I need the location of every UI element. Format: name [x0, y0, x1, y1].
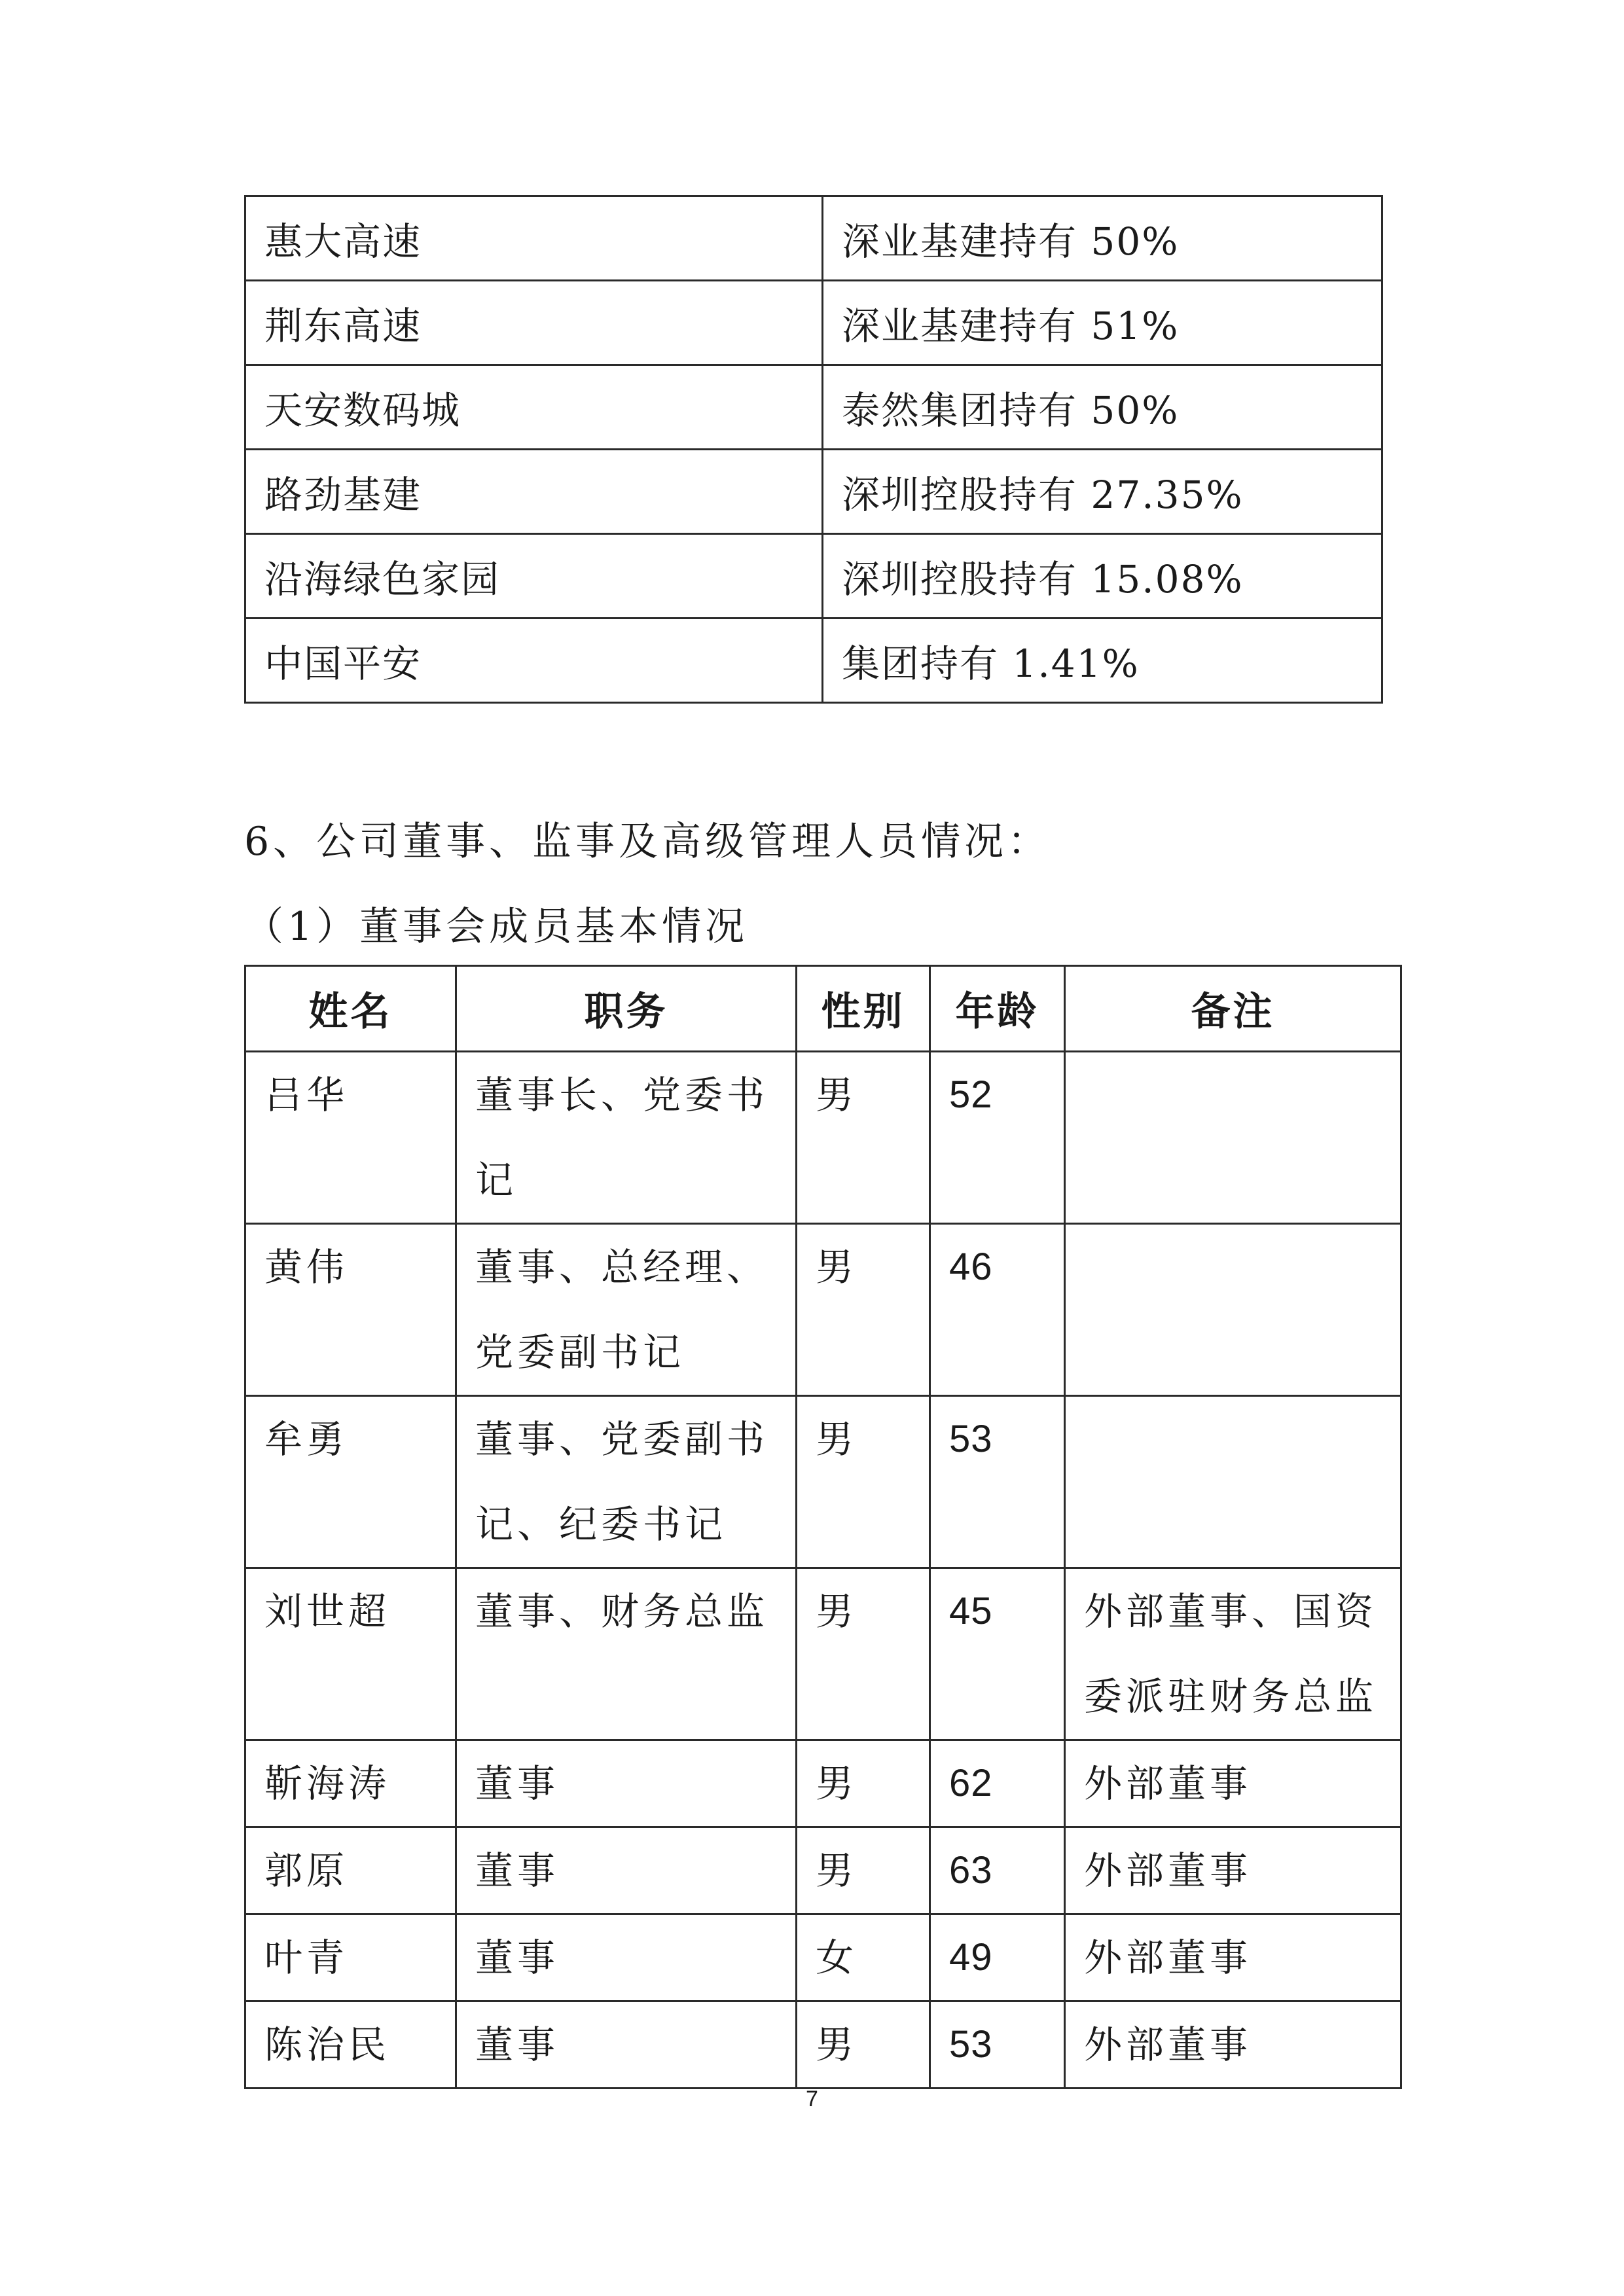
company-name-cell: 沿海绿色家园 [245, 534, 823, 619]
member-age: 46 [930, 1224, 1065, 1396]
member-gender: 男 [797, 1224, 930, 1396]
company-name-cell: 路劲基建 [245, 450, 823, 534]
member-gender: 男 [797, 1052, 930, 1224]
member-position: 董事、党委副书记、纪委书记 [456, 1396, 797, 1568]
member-name: 黄伟 [245, 1224, 456, 1396]
table-row [245, 281, 1382, 365]
member-age: 45 [930, 1568, 1065, 1740]
member-age: 53 [930, 2001, 1065, 2089]
table-row [245, 534, 1382, 619]
table-row [245, 619, 1382, 703]
member-gender: 男 [797, 1740, 930, 1827]
holding-cell: 深圳控股持有 27.35% [823, 450, 1382, 534]
holding-cell: 泰然集团持有 50% [823, 365, 1382, 450]
member-age: 62 [930, 1740, 1065, 1827]
member-remark [1065, 1224, 1401, 1396]
member-remark [1065, 1052, 1401, 1224]
table-row [245, 1740, 1401, 1827]
member-position: 董事、总经理、党委副书记 [456, 1224, 797, 1396]
table-row [245, 1224, 1401, 1396]
board-members-table [244, 965, 1402, 2089]
member-gender: 男 [797, 1568, 930, 1740]
member-name: 靳海涛 [245, 1740, 456, 1827]
member-gender: 女 [797, 1914, 930, 2001]
member-age: 52 [930, 1052, 1065, 1224]
table-row [245, 1827, 1401, 1914]
member-gender: 男 [797, 1396, 930, 1568]
member-position: 董事、财务总监 [456, 1568, 797, 1740]
header-position: 职务 [456, 966, 797, 1052]
header-remark: 备注 [1065, 966, 1401, 1052]
header-name: 姓名 [245, 966, 456, 1052]
page-number: 7 [806, 2087, 818, 2111]
member-name: 牟勇 [245, 1396, 456, 1568]
company-name-cell: 惠大高速 [245, 196, 823, 281]
member-gender: 男 [797, 1827, 930, 1914]
member-remark: 外部董事 [1065, 1740, 1401, 1827]
holding-cell: 深圳控股持有 15.08% [823, 534, 1382, 619]
table-row [245, 365, 1382, 450]
member-name: 叶青 [245, 1914, 456, 2001]
table-row [245, 1396, 1401, 1568]
section-heading: 6、公司董事、监事及高级管理人员情况： [244, 819, 1051, 865]
company-name-cell: 荆东高速 [245, 281, 823, 365]
company-name-cell: 天安数码城 [245, 365, 823, 450]
member-name: 陈治民 [245, 2001, 456, 2089]
member-age: 63 [930, 1827, 1065, 1914]
member-remark: 外部董事、国资委派驻财务总监 [1065, 1568, 1401, 1740]
sub-heading: （1）董事会成员基本情况 [244, 904, 749, 950]
member-position: 董事 [456, 2001, 797, 2089]
company-name-cell: 中国平安 [245, 619, 823, 703]
table-row [245, 1914, 1401, 2001]
table-row [245, 2001, 1401, 2089]
member-remark: 外部董事 [1065, 2001, 1401, 2089]
member-remark [1065, 1396, 1401, 1568]
member-name: 刘世超 [245, 1568, 456, 1740]
holding-cell: 深业基建持有 50% [823, 196, 1382, 281]
header-gender: 性别 [797, 966, 930, 1052]
table-row [245, 1568, 1401, 1740]
member-name: 吕华 [245, 1052, 456, 1224]
member-age: 49 [930, 1914, 1065, 2001]
member-position: 董事长、党委书记 [456, 1052, 797, 1224]
table-row [245, 450, 1382, 534]
member-gender: 男 [797, 2001, 930, 2089]
holding-cell: 集团持有 1.41% [823, 619, 1382, 703]
table-header-row [245, 966, 1401, 1052]
member-remark: 外部董事 [1065, 1914, 1401, 2001]
member-position: 董事 [456, 1827, 797, 1914]
member-position: 董事 [456, 1914, 797, 2001]
holding-cell: 深业基建持有 51% [823, 281, 1382, 365]
holdings-table [244, 195, 1383, 704]
member-name: 郭原 [245, 1827, 456, 1914]
table-row [245, 1052, 1401, 1224]
member-age: 53 [930, 1396, 1065, 1568]
table-row [245, 196, 1382, 281]
member-position: 董事 [456, 1740, 797, 1827]
member-remark: 外部董事 [1065, 1827, 1401, 1914]
header-age: 年龄 [930, 966, 1065, 1052]
